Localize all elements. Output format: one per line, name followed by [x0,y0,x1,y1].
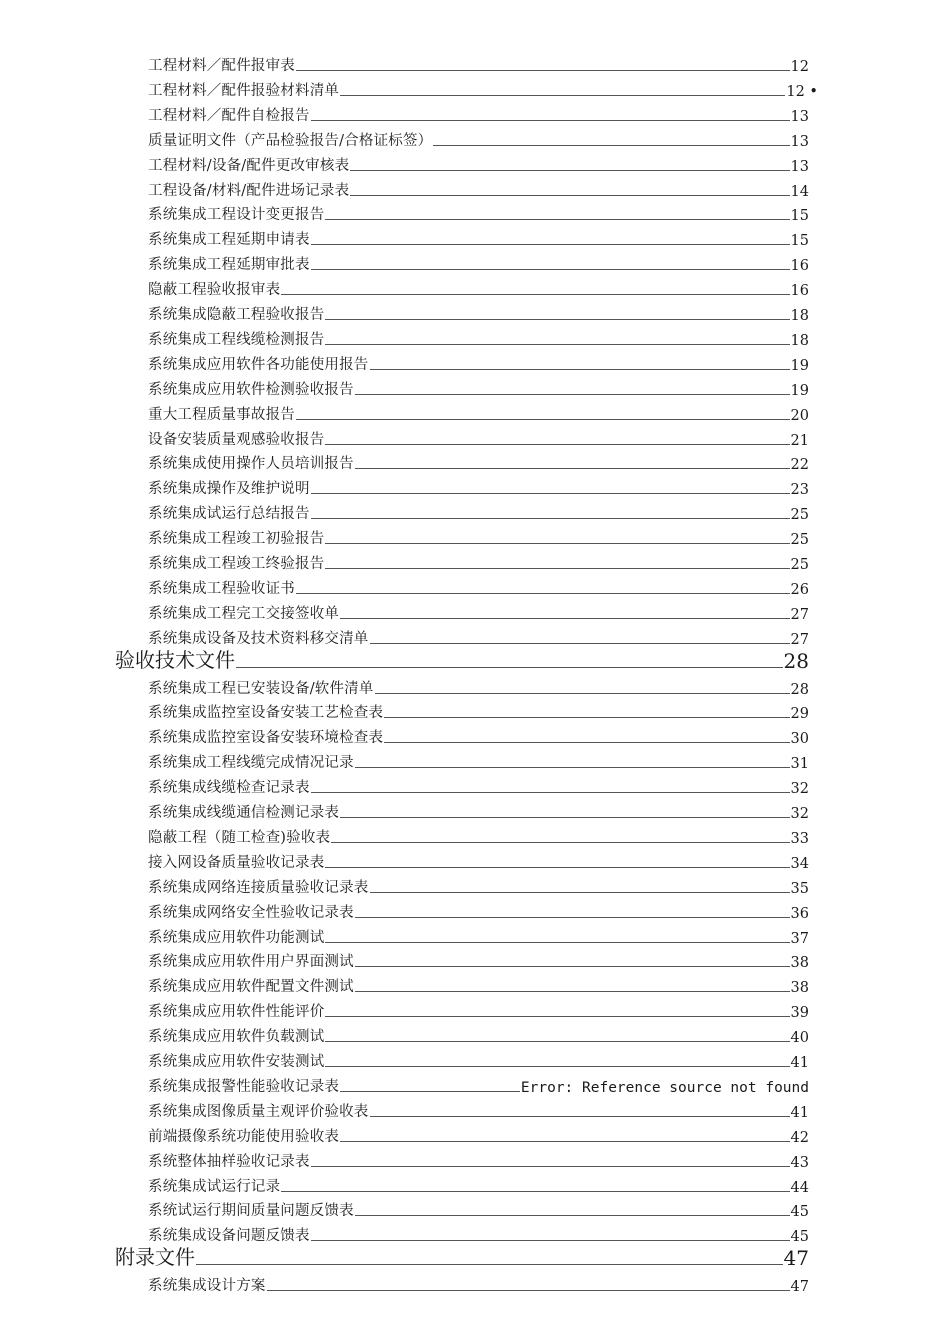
toc-page-number: 37 [790,930,809,947]
toc-leader-line [311,269,790,270]
toc-entry-title: 系统集成工程延期申请表 [148,232,310,249]
toc-entry[interactable] [0,822,950,847]
toc-page-number: 13 [790,133,809,150]
toc-page-number: 16 [790,258,809,275]
toc-entry-title: 隐蔽工程验收报审表 [148,282,281,299]
toc-entry-title: 系统集成网络安全性验收记录表 [148,904,354,921]
toc-entry-title: 系统集成工程竣工终验报告 [148,556,325,572]
toc-page-number: 27 [790,606,809,623]
toc-leader-line [311,1166,790,1167]
toc-page-number: 43 [790,1154,809,1171]
toc-page-number: 22 [790,457,809,474]
toc-leader-line [296,593,790,594]
toc-entry[interactable] [0,448,950,473]
toc-leader-line [370,369,790,370]
toc-entry-title: 系统集成工程线缆检测报告 [148,331,325,348]
toc-entry-title: 重大工程质量事故报告 [148,406,295,423]
toc-entry[interactable] [0,1096,950,1121]
toc-entry-title: 系统集成应用软件各功能使用报告 [148,356,369,373]
toc-entry-title: 系统集成监控室设备安装工艺检查表 [148,705,384,722]
toc-entry-title: 工程设备/材料/配件进场记录表 [148,182,350,199]
toc-page-number: 39 [790,1005,809,1022]
toc-page-number: 25 [790,557,809,573]
toc-entry[interactable] [0,946,950,971]
toc-entry[interactable] [0,125,950,150]
toc-entry-title: 接入网设备质量验收记录表 [148,854,325,871]
toc-entry[interactable] [0,175,950,200]
toc-entry[interactable] [0,1195,950,1220]
toc-entry[interactable] [0,1071,950,1096]
toc-page-number: 27 [790,631,809,648]
toc-entry[interactable] [0,224,950,249]
toc-entry-title: 系统集成工程完工交接签收单 [148,605,340,622]
toc-entry[interactable] [0,1021,950,1046]
toc-leader-line [296,70,790,71]
toc-entry-title: 系统集成工程线缆完成情况记录 [148,755,354,772]
toc-leader-line [325,867,789,868]
toc-leader-line [325,543,789,544]
toc-page-number: 33 [790,830,809,847]
toc-page-number: 20 [790,407,809,424]
toc-leader-line [325,344,789,345]
toc-entry-title: 系统集成应用软件配置文件测试 [148,979,354,996]
toc-page-number: 35 [790,880,809,897]
toc-entry[interactable] [0,772,950,797]
toc-entry[interactable] [0,1270,950,1295]
toc-leader-line [325,942,789,943]
toc-page-number: 34 [790,855,809,872]
toc-entry-title: 系统集成应用软件安装测试 [148,1054,325,1070]
toc-entry[interactable] [0,1171,950,1196]
toc-entry-title: 系统集成工程竣工初验报告 [148,531,325,548]
toc-leader-line [370,892,790,893]
toc-page-number: 36 [790,905,809,922]
toc-entry-title: 系统集成试运行记录 [148,1178,281,1195]
toc-leader-line [370,643,790,644]
toc-leader-line [296,419,790,420]
toc-entry[interactable] [0,349,950,374]
toc-entry[interactable] [0,847,950,872]
toc-page-number: 47 [783,1246,809,1271]
toc-page-number: 42 [790,1129,809,1146]
toc-page-number: 26 [790,581,809,598]
toc-page-number: 18 [790,332,809,349]
toc-page-number: 32 [790,806,809,822]
toc-page-number: 47 [790,1279,809,1296]
toc-page-number: 23 [790,482,809,499]
toc-leader-line [350,195,789,196]
toc-page-number: 44 [790,1179,809,1196]
toc-leader-line [384,742,789,743]
toc-section-title: 附录文件 [115,1245,195,1270]
toc-leader-line [355,966,790,967]
toc-leader-line [311,244,790,245]
toc-page-number: 31 [790,756,809,773]
toc-page-number: 12 • [786,83,818,100]
toc-entry[interactable] [0,374,950,399]
toc-entry[interactable] [0,523,950,548]
toc-entry-title: 系统集成线缆检查记录表 [148,780,310,797]
toc-entry-title: 隐蔽工程（随工检查)验收表 [148,829,331,846]
toc-entry-title: 系统集成工程已安装设备/软件清单 [148,680,374,697]
toc-page-number: 15 [790,233,809,250]
toc-entry[interactable] [0,50,950,75]
toc-leader-line [355,991,790,992]
toc-page-number: 28 [790,681,809,698]
toc-entry-title: 工程材料/设备/配件更改审核表 [148,157,350,174]
toc-entry-title: 系统集成应用软件检测验收报告 [148,381,354,398]
toc-page-number: 19 [790,357,809,374]
toc-leader-line [325,444,789,445]
toc-entry-title: 系统集成操作及维护说明 [148,481,310,498]
toc-page-number: 28 [783,648,809,673]
toc-page-number: 12 [790,59,809,75]
toc-entry[interactable] [0,1046,950,1071]
toc-leader-line [355,468,790,469]
toc-leader-line [340,95,785,96]
toc-page-number: 18 [790,308,809,324]
toc-entry-title: 系统集成应用软件功能测试 [148,929,325,946]
toc-entry[interactable] [0,573,950,598]
toc-entry[interactable] [0,747,950,772]
toc-entry-title: 系统集成设计方案 [148,1278,266,1295]
toc-entry[interactable] [0,673,950,698]
toc-leader-line [355,917,790,918]
toc-entry-title: 系统集成试运行总结报告 [148,506,310,523]
toc-entry[interactable] [0,150,950,175]
toc-entry-title: 系统集成使用操作人员培训报告 [148,456,354,473]
toc-entry[interactable] [0,922,950,947]
toc-page-number: 32 [790,781,809,798]
toc-page-number: 38 [790,955,809,972]
toc-entry-title: 工程材料／配件报验材料清单 [148,82,340,99]
toc-entry-title: 系统集成工程延期审批表 [148,257,310,274]
toc-page-number: 45 [790,1204,809,1221]
toc-leader-line [355,394,790,395]
toc-leader-line [340,1091,520,1092]
toc-entry-title: 系统集成设备及技术资料移交清单 [148,630,369,647]
toc-section-heading[interactable] [0,648,950,673]
toc-entry-title: 系统集成工程设计变更报告 [148,207,325,224]
toc-leader-line [340,1141,789,1142]
toc-leader-line [325,568,789,569]
toc-entry-title: 系统整体抽样验收记录表 [148,1153,310,1170]
toc-entry[interactable] [0,598,950,623]
toc-page-number: 25 [790,507,809,524]
toc-leader-line [355,767,790,768]
toc-page-number: 38 [790,980,809,997]
toc-entry-title: 系统集成图像质量主观评价验收表 [148,1103,369,1120]
toc-entry-title: 系统集成应用软件用户界面测试 [148,954,354,971]
toc-entry[interactable] [0,1146,950,1171]
toc-entry-title: 系统集成线缆通信检测记录表 [148,805,340,821]
toc-page-number: 19 [790,382,809,399]
toc-entry[interactable] [0,722,950,747]
toc-leader-line [281,294,789,295]
toc-page-number: 25 [790,532,809,549]
toc-leader-line [311,518,790,519]
toc-leader-line [384,717,789,718]
toc-entry[interactable] [0,872,950,897]
toc-entry[interactable] [0,548,950,573]
toc-page-error: Error: Reference source not found [520,1079,809,1096]
toc-entry-title: 系统集成隐蔽工程验收报告 [148,307,325,323]
toc-entry-title: 系统试运行期间质量问题反馈表 [148,1203,354,1220]
toc-entry[interactable] [0,75,950,100]
toc-entry[interactable] [0,424,950,449]
toc-page-number: 30 [790,731,809,748]
toc-page-number: 14 [790,183,809,200]
toc-leader-line [370,1116,790,1117]
toc-leader-line [311,792,790,793]
toc-page-number: 13 [790,158,809,175]
toc-page-number: 21 [790,432,809,449]
toc-entry-title: 系统集成应用软件负载测试 [148,1029,325,1046]
toc-entry-title: 系统集成监控室设备安装环境检查表 [148,730,384,747]
toc-page-number: 15 [790,208,809,225]
toc-entry-title: 系统集成设备问题反馈表 [148,1228,310,1245]
toc-entry[interactable] [0,100,950,125]
toc-section-heading[interactable] [0,1245,950,1270]
toc-entry[interactable] [0,274,950,299]
toc-entry[interactable] [0,299,950,324]
toc-leader-line [340,618,789,619]
toc-leader-line [325,1066,789,1067]
toc-leader-line [325,1016,789,1017]
toc-page-number: 29 [790,706,809,723]
toc-page-number: 13 [790,108,809,125]
toc-entry[interactable] [0,797,950,822]
toc-page-number: 40 [790,1030,809,1047]
toc-leader-line [375,693,790,694]
toc-entry[interactable] [0,697,950,722]
toc-leader-line [355,1215,790,1216]
toc-leader-line [267,1290,790,1291]
toc-entry[interactable] [0,399,950,424]
toc-entry-title: 系统集成报警性能验收记录表 [148,1078,340,1095]
toc-entry[interactable] [0,498,950,523]
toc-entry[interactable] [0,971,950,996]
toc-entry-title: 质量证明文件（产品检验报告/合格证标签） [148,132,433,149]
toc-entry-title: 系统集成网络连接质量验收记录表 [148,879,369,896]
toc-leader-line [325,219,789,220]
toc-leader-line [433,145,789,146]
toc-leader-line [311,1240,790,1241]
toc-entry[interactable] [0,324,950,349]
toc-entry-title: 系统集成工程验收证书 [148,580,295,597]
toc-entry[interactable] [0,249,950,274]
toc-entry-title: 前端摄像系统功能使用验收表 [148,1128,340,1145]
toc-entry[interactable] [0,199,950,224]
toc-entry[interactable] [0,473,950,498]
toc-leader-line [325,1041,789,1042]
toc-leader-line [311,493,790,494]
toc-leader-line [350,170,789,171]
toc-section-title: 验收技术文件 [115,647,235,672]
toc-entry[interactable] [0,897,950,922]
toc-leader-line [340,817,789,818]
toc-entry[interactable] [0,996,950,1021]
toc-leader-line [236,667,783,668]
toc-entry-title: 工程材料／配件自检报告 [148,107,310,124]
toc-entry-title: 系统集成应用软件性能评价 [148,1004,325,1021]
toc-page-number: 41 [790,1104,809,1121]
toc-entry[interactable] [0,1121,950,1146]
toc-entry-title: 设备安装质量观感验收报告 [148,431,325,448]
toc-entry-title: 工程材料／配件报审表 [148,58,295,74]
toc-leader-line [331,842,789,843]
toc-page-number: 45 [790,1229,809,1246]
toc-leader-line [311,120,790,121]
toc-leader-line [281,1191,789,1192]
toc-page-number: 16 [790,283,809,300]
toc-page-number: 41 [790,1055,809,1071]
toc-leader-line [325,319,789,320]
toc-leader-line [196,1264,783,1265]
